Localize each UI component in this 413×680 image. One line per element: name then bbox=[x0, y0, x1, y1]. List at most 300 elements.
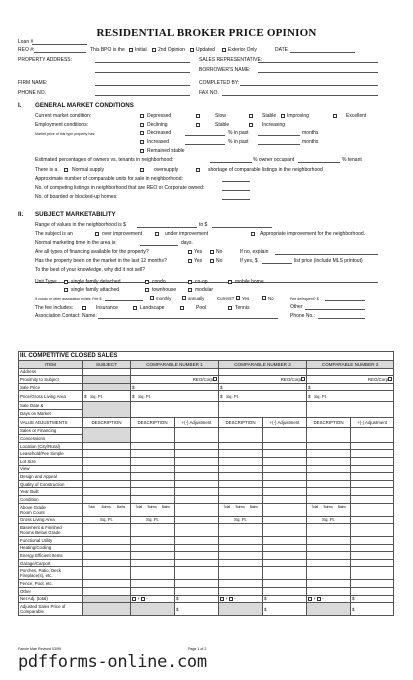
table-cell[interactable] bbox=[83, 552, 131, 560]
financing-yes-label: Yes bbox=[194, 249, 203, 255]
minus-label: - bbox=[234, 596, 236, 602]
table-cell[interactable] bbox=[351, 473, 394, 481]
fee-includes-label: The fee includes: bbox=[35, 305, 74, 311]
table-cell[interactable] bbox=[131, 473, 175, 481]
monthly-checkbox[interactable] bbox=[150, 296, 154, 300]
table-cell[interactable] bbox=[83, 480, 131, 488]
remained-stable-checkbox[interactable] bbox=[140, 149, 144, 153]
table-row bbox=[19, 603, 394, 616]
tenant-label: % tenant bbox=[342, 157, 362, 163]
table-cell[interactable] bbox=[83, 391, 131, 402]
increased-past-label: % in past bbox=[228, 139, 249, 145]
table-cell[interactable] bbox=[307, 450, 351, 458]
room-count-label: Room Count bbox=[20, 509, 45, 515]
loan-field[interactable] bbox=[32, 44, 87, 45]
table-cell[interactable] bbox=[219, 488, 263, 496]
table-cell[interactable] bbox=[351, 495, 394, 503]
fee-delinquent-field[interactable] bbox=[325, 300, 365, 301]
table-cell[interactable] bbox=[83, 450, 131, 458]
under-improvement-checkbox[interactable] bbox=[155, 232, 159, 236]
current-no-checkbox[interactable] bbox=[262, 296, 266, 300]
table-cell[interactable] bbox=[351, 580, 394, 588]
table-cell[interactable] bbox=[219, 503, 263, 516]
table-cell[interactable] bbox=[263, 442, 307, 450]
table-cell[interactable] bbox=[219, 552, 263, 560]
initial-checkbox[interactable] bbox=[129, 48, 133, 52]
table-cell[interactable] bbox=[131, 450, 175, 458]
table-cell[interactable] bbox=[175, 480, 219, 488]
table-cell[interactable] bbox=[263, 427, 307, 442]
competing-listings-field[interactable] bbox=[222, 190, 250, 191]
increasing-label: Increasing bbox=[262, 122, 286, 128]
table-cell[interactable] bbox=[219, 368, 307, 376]
table-cell[interactable] bbox=[263, 503, 307, 516]
table-cell[interactable] bbox=[307, 488, 351, 496]
reo-corp-checkbox[interactable] bbox=[213, 377, 217, 381]
if-no-explain-label: If no, explain bbox=[240, 249, 269, 255]
current-yes-label: Yes bbox=[242, 296, 250, 301]
row-label: View bbox=[19, 465, 83, 473]
table-cell[interactable] bbox=[307, 495, 351, 503]
sales-rep-field[interactable] bbox=[258, 62, 378, 63]
table-cell[interactable] bbox=[263, 457, 307, 465]
table-cell[interactable] bbox=[351, 427, 394, 442]
landscape-checkbox[interactable] bbox=[133, 306, 137, 310]
table-cell[interactable] bbox=[351, 544, 394, 552]
table-cell[interactable] bbox=[307, 524, 351, 537]
table-cell[interactable] bbox=[219, 427, 263, 442]
listed-yes-label: Yes bbox=[194, 258, 203, 264]
table-cell[interactable] bbox=[219, 391, 307, 402]
if-no-explain-field[interactable] bbox=[275, 254, 378, 255]
list-price-field[interactable] bbox=[262, 263, 292, 264]
table-cell[interactable] bbox=[219, 524, 263, 537]
property-address-label: PROPERTY ADDRESS: bbox=[18, 57, 72, 63]
table-cell[interactable] bbox=[131, 537, 175, 545]
table-cell[interactable] bbox=[307, 465, 351, 473]
table-cell[interactable] bbox=[351, 503, 394, 516]
table-cell[interactable] bbox=[351, 559, 394, 567]
table-cell[interactable] bbox=[83, 544, 131, 552]
coop-checkbox[interactable] bbox=[188, 280, 192, 284]
row-label: Net Adj. (total) bbox=[19, 595, 83, 603]
table-cell[interactable] bbox=[175, 495, 219, 503]
table-cell[interactable] bbox=[175, 457, 219, 465]
table-cell[interactable] bbox=[307, 368, 394, 376]
table-cell[interactable] bbox=[131, 488, 175, 496]
excellent-checkbox[interactable] bbox=[333, 114, 337, 118]
financing-no-checkbox[interactable] bbox=[210, 250, 214, 254]
table-cell[interactable] bbox=[219, 457, 263, 465]
row-label bbox=[19, 524, 83, 537]
table-cell[interactable] bbox=[263, 450, 307, 458]
normal-supply-checkbox[interactable] bbox=[64, 168, 68, 172]
table-cell[interactable] bbox=[83, 442, 131, 450]
table-cell[interactable] bbox=[219, 480, 263, 488]
table-cell bbox=[83, 603, 131, 616]
table-row bbox=[19, 588, 394, 596]
fax-field[interactable] bbox=[222, 95, 378, 96]
table-cell[interactable] bbox=[131, 567, 175, 580]
condo-checkbox[interactable] bbox=[145, 280, 149, 284]
table-cell[interactable] bbox=[175, 595, 219, 603]
table-cell[interactable] bbox=[307, 457, 351, 465]
table-cell[interactable] bbox=[175, 603, 219, 616]
table-cell[interactable] bbox=[131, 465, 175, 473]
table-cell[interactable] bbox=[351, 588, 394, 596]
declining-checkbox[interactable] bbox=[140, 123, 144, 127]
table-cell[interactable] bbox=[219, 450, 263, 458]
table-cell[interactable] bbox=[263, 473, 307, 481]
description-header: DESCRIPTION bbox=[307, 417, 351, 427]
annually-checkbox[interactable] bbox=[182, 296, 186, 300]
table-cell[interactable] bbox=[351, 488, 394, 496]
table-cell[interactable] bbox=[263, 580, 307, 588]
second-opinion-checkbox[interactable] bbox=[152, 48, 156, 52]
minus-checkbox[interactable] bbox=[317, 596, 324, 602]
completed-by-field[interactable] bbox=[240, 85, 378, 86]
table-cell[interactable] bbox=[307, 383, 394, 391]
table-cell[interactable] bbox=[131, 480, 175, 488]
decreased-checkbox[interactable] bbox=[140, 131, 144, 135]
table-cell[interactable] bbox=[307, 402, 394, 417]
page-number: Page 1 of 2 bbox=[188, 647, 207, 651]
listed-no-checkbox[interactable] bbox=[210, 259, 214, 263]
table-cell[interactable] bbox=[219, 383, 307, 391]
single-attached-checkbox[interactable] bbox=[64, 288, 68, 292]
table-cell[interactable] bbox=[263, 495, 307, 503]
table-cell[interactable] bbox=[307, 559, 351, 567]
annually-label: annually bbox=[188, 296, 205, 301]
sales-rep-label: SALES REPRESENTATIVE: bbox=[199, 57, 263, 63]
stable-market-label: Stable bbox=[262, 113, 277, 119]
table-cell[interactable] bbox=[83, 457, 131, 465]
table-cell[interactable] bbox=[175, 537, 219, 545]
table-cell[interactable] bbox=[263, 603, 307, 616]
table-cell[interactable] bbox=[219, 588, 263, 596]
table-cell[interactable] bbox=[131, 402, 219, 417]
range-to-field[interactable] bbox=[212, 227, 272, 228]
table-cell[interactable] bbox=[83, 588, 131, 596]
table-cell[interactable] bbox=[175, 559, 219, 567]
table-cell[interactable] bbox=[351, 603, 394, 616]
increased-checkbox[interactable] bbox=[140, 140, 144, 144]
insurance-checkbox[interactable] bbox=[82, 306, 86, 310]
dollar-sign: $ bbox=[132, 384, 135, 390]
table-cell[interactable] bbox=[131, 368, 219, 376]
depressed-checkbox[interactable] bbox=[140, 114, 144, 118]
table-cell[interactable] bbox=[219, 544, 263, 552]
table-cell[interactable] bbox=[175, 450, 219, 458]
table-cell[interactable] bbox=[307, 552, 351, 560]
table-cell[interactable] bbox=[263, 552, 307, 560]
table-cell[interactable] bbox=[263, 524, 307, 537]
table-cell[interactable] bbox=[351, 465, 394, 473]
table-cell[interactable] bbox=[263, 465, 307, 473]
table-cell[interactable] bbox=[219, 465, 263, 473]
table-cell[interactable] bbox=[219, 495, 263, 503]
shortage-checkbox[interactable] bbox=[196, 168, 200, 172]
increased-months-field[interactable] bbox=[258, 144, 300, 145]
table-cell[interactable] bbox=[83, 559, 131, 567]
row-label: Price/Gross Living Area bbox=[19, 391, 83, 402]
table-cell[interactable] bbox=[175, 503, 219, 516]
reo-corp-checkbox[interactable] bbox=[301, 377, 305, 381]
modular-checkbox[interactable] bbox=[188, 288, 192, 292]
table-cell[interactable] bbox=[175, 516, 219, 524]
improving-checkbox[interactable] bbox=[281, 114, 285, 118]
table-cell[interactable] bbox=[131, 524, 175, 537]
table-cell[interactable] bbox=[219, 580, 263, 588]
table-cell[interactable] bbox=[175, 488, 219, 496]
col-subject: SUBJECT bbox=[83, 361, 131, 369]
table-cell bbox=[83, 402, 131, 417]
table-cell[interactable] bbox=[351, 552, 394, 560]
table-cell[interactable] bbox=[263, 567, 307, 580]
plus-label: + bbox=[313, 596, 316, 602]
total-label: Total bbox=[88, 504, 95, 509]
stable-employment-checkbox[interactable] bbox=[196, 123, 200, 127]
table-cell[interactable] bbox=[175, 442, 219, 450]
listed-yes-checkbox[interactable] bbox=[188, 259, 192, 263]
table-cell[interactable] bbox=[307, 580, 351, 588]
table-cell[interactable] bbox=[131, 580, 175, 588]
table-cell[interactable] bbox=[263, 516, 307, 524]
plus-checkbox[interactable] bbox=[308, 597, 312, 601]
table-cell[interactable] bbox=[131, 457, 175, 465]
table-cell[interactable] bbox=[307, 427, 351, 442]
table-cell[interactable] bbox=[131, 552, 175, 560]
unit-type-label: Unit Type: bbox=[35, 279, 58, 285]
table-cell[interactable] bbox=[219, 537, 263, 545]
table-cell[interactable] bbox=[131, 427, 175, 442]
table-cell[interactable] bbox=[175, 580, 219, 588]
financing-label: Are all types of financing available for the property? bbox=[35, 249, 149, 255]
table-cell[interactable] bbox=[307, 567, 351, 580]
table-cell[interactable] bbox=[131, 495, 175, 503]
mobile-home-checkbox[interactable] bbox=[228, 280, 232, 284]
table-cell[interactable] bbox=[351, 480, 394, 488]
table-cell[interactable] bbox=[263, 488, 307, 496]
table-cell[interactable] bbox=[131, 588, 175, 596]
table-cell[interactable] bbox=[263, 588, 307, 596]
table-cell[interactable] bbox=[263, 595, 307, 603]
increasing-checkbox[interactable] bbox=[249, 123, 253, 127]
table-cell[interactable] bbox=[219, 402, 307, 417]
stable-market-checkbox[interactable] bbox=[249, 114, 253, 118]
table-cell[interactable] bbox=[351, 516, 394, 524]
approx-number-field[interactable] bbox=[222, 181, 250, 182]
row-label: Location (City/Rural) bbox=[19, 442, 83, 450]
fax-label: FAX NO. bbox=[199, 90, 219, 96]
boarded-homes-field[interactable] bbox=[222, 199, 250, 200]
table-cell[interactable] bbox=[351, 567, 394, 580]
borrower-field[interactable] bbox=[258, 72, 378, 73]
table-row bbox=[19, 402, 394, 410]
remained-stable-label: Remained stable bbox=[147, 148, 185, 154]
table-cell[interactable] bbox=[175, 544, 219, 552]
table-cell[interactable] bbox=[219, 442, 263, 450]
dollar-sign: $ bbox=[264, 596, 267, 602]
table-cell[interactable] bbox=[175, 473, 219, 481]
table-cell[interactable] bbox=[351, 442, 394, 450]
assoc-phone-field[interactable] bbox=[318, 318, 365, 319]
table-cell[interactable] bbox=[175, 524, 219, 537]
competitive-sales-table bbox=[18, 351, 394, 616]
table-cell[interactable] bbox=[175, 552, 219, 560]
plus-checkbox[interactable] bbox=[220, 597, 224, 601]
minus-checkbox[interactable] bbox=[229, 596, 236, 602]
table-cell[interactable] bbox=[351, 450, 394, 458]
dollar-sign: $ bbox=[220, 393, 223, 399]
table-cell[interactable] bbox=[307, 516, 351, 524]
table-cell[interactable] bbox=[351, 595, 394, 603]
updated-checkbox[interactable] bbox=[190, 48, 194, 52]
phone-field[interactable] bbox=[95, 95, 190, 96]
table-cell[interactable] bbox=[175, 427, 219, 442]
minus-checkbox[interactable] bbox=[141, 596, 148, 602]
over-improvement-checkbox[interactable] bbox=[95, 232, 99, 236]
table-cell[interactable] bbox=[131, 442, 175, 450]
table-row bbox=[19, 383, 394, 391]
table-cell[interactable] bbox=[219, 516, 263, 524]
slow-checkbox[interactable] bbox=[196, 114, 200, 118]
decreased-pct-field[interactable] bbox=[185, 135, 225, 136]
current-yes-checkbox[interactable] bbox=[236, 296, 240, 300]
row-label: Fence, Pool, etc. bbox=[19, 580, 83, 588]
townhouse-checkbox[interactable] bbox=[145, 288, 149, 292]
property-address-field-2[interactable] bbox=[95, 72, 190, 73]
table-cell[interactable] bbox=[263, 559, 307, 567]
financing-yes-checkbox[interactable] bbox=[188, 250, 192, 254]
table-cell[interactable] bbox=[263, 537, 307, 545]
sqft-label: Sq. Ft. bbox=[100, 517, 113, 523]
owner-pct-field[interactable] bbox=[210, 162, 252, 163]
pool-checkbox[interactable] bbox=[180, 306, 184, 310]
table-cell[interactable] bbox=[131, 383, 219, 391]
bdrms-label: Bdrms bbox=[323, 504, 333, 509]
bpo-is-label: This BPO is the bbox=[90, 47, 125, 53]
table-cell[interactable] bbox=[131, 544, 175, 552]
table-cell[interactable] bbox=[307, 480, 351, 488]
sqft-label: Sq. Ft. bbox=[138, 393, 152, 399]
exterior-only-label: Exterior Only bbox=[228, 47, 257, 53]
current-fee-label: Current? bbox=[217, 296, 235, 301]
sqft-label: Sq. Ft. bbox=[234, 517, 247, 523]
assoc-name-label: Name: bbox=[82, 313, 97, 319]
plus-checkbox[interactable] bbox=[132, 597, 136, 601]
range-from-field[interactable] bbox=[137, 227, 197, 228]
dollar-sign: $ bbox=[176, 606, 179, 612]
under-improvement-label: under improvement bbox=[165, 231, 209, 237]
table-cell[interactable] bbox=[307, 503, 351, 516]
table-cell[interactable] bbox=[83, 465, 131, 473]
table-cell[interactable] bbox=[307, 442, 351, 450]
table-cell[interactable] bbox=[263, 480, 307, 488]
table-cell[interactable] bbox=[307, 544, 351, 552]
table-row bbox=[19, 442, 394, 450]
table-cell[interactable] bbox=[83, 580, 131, 588]
col-comparable-2: COMPARABLE NUMBER 2 bbox=[219, 361, 307, 369]
table-cell[interactable] bbox=[83, 368, 131, 376]
table-cell[interactable] bbox=[351, 524, 394, 537]
table-cell[interactable] bbox=[307, 588, 351, 596]
single-attached-label: single family attached bbox=[71, 287, 120, 293]
decreased-months-label: months bbox=[302, 130, 319, 136]
table-cell[interactable] bbox=[351, 537, 394, 545]
table-cell[interactable] bbox=[263, 544, 307, 552]
table-cell[interactable] bbox=[219, 473, 263, 481]
table-cell[interactable] bbox=[175, 465, 219, 473]
table-row bbox=[19, 580, 394, 588]
fireplaces-label: Fireplace(s), etc. bbox=[20, 573, 53, 579]
table-cell[interactable] bbox=[307, 537, 351, 545]
table-cell[interactable] bbox=[175, 588, 219, 596]
assoc-name-field[interactable] bbox=[98, 318, 278, 319]
row-label: Heating/Cooling bbox=[19, 544, 83, 552]
table-cell[interactable] bbox=[175, 567, 219, 580]
marketing-time-field[interactable] bbox=[140, 245, 178, 246]
table-cell[interactable] bbox=[307, 391, 394, 402]
table-cell[interactable] bbox=[83, 503, 131, 516]
table-cell[interactable] bbox=[351, 457, 394, 465]
date-field[interactable] bbox=[290, 52, 355, 53]
appropriate-improvement-checkbox[interactable] bbox=[251, 232, 255, 236]
dollar-sign: $ bbox=[220, 384, 223, 390]
watermark: pdfforms-online.com bbox=[18, 652, 207, 672]
section-1-number: I. bbox=[18, 102, 22, 109]
property-address-field[interactable] bbox=[95, 62, 190, 63]
table-cell[interactable] bbox=[83, 537, 131, 545]
appropriate-improvement-label: Appropriate improvement for the neighborhood. bbox=[260, 231, 366, 237]
table-cell[interactable] bbox=[131, 391, 219, 402]
oversupply-checkbox[interactable] bbox=[140, 168, 144, 172]
row-label: Days on Market bbox=[19, 409, 83, 417]
table-cell[interactable] bbox=[83, 524, 131, 537]
tenant-pct-field[interactable] bbox=[298, 162, 340, 163]
plus-label: + bbox=[137, 596, 140, 602]
exterior-only-checkbox[interactable] bbox=[222, 48, 226, 52]
table-cell[interactable] bbox=[131, 559, 175, 567]
decreased-months-field[interactable] bbox=[258, 135, 300, 136]
increased-pct-field[interactable] bbox=[185, 144, 225, 145]
table-cell[interactable] bbox=[131, 516, 175, 524]
reo-corp-checkbox[interactable] bbox=[388, 377, 392, 381]
approx-number-label: Approximate number of comparable units for sale in neighborhood: bbox=[35, 176, 183, 182]
table-cell[interactable] bbox=[83, 488, 131, 496]
reo-field[interactable] bbox=[34, 52, 86, 53]
table-cell[interactable] bbox=[131, 503, 175, 516]
landscape-label: Landscape bbox=[140, 305, 165, 311]
table-cell[interactable] bbox=[83, 473, 131, 481]
table-cell[interactable] bbox=[307, 473, 351, 481]
firm-name-field[interactable] bbox=[95, 85, 190, 86]
table-cell[interactable] bbox=[83, 516, 131, 524]
tennis-checkbox[interactable] bbox=[228, 306, 232, 310]
table-cell[interactable] bbox=[219, 567, 263, 580]
table-cell[interactable] bbox=[219, 559, 263, 567]
table-cell[interactable] bbox=[83, 567, 131, 580]
table-cell bbox=[83, 427, 131, 442]
table-cell bbox=[131, 595, 175, 603]
single-detached-checkbox[interactable] bbox=[64, 280, 68, 284]
table-row bbox=[19, 391, 394, 402]
table-cell[interactable] bbox=[83, 495, 131, 503]
assoc-fee-field[interactable] bbox=[105, 300, 143, 301]
table-row bbox=[19, 595, 394, 603]
bdrms-label: Bdrms bbox=[101, 504, 111, 509]
other-fee-field[interactable] bbox=[305, 309, 365, 310]
